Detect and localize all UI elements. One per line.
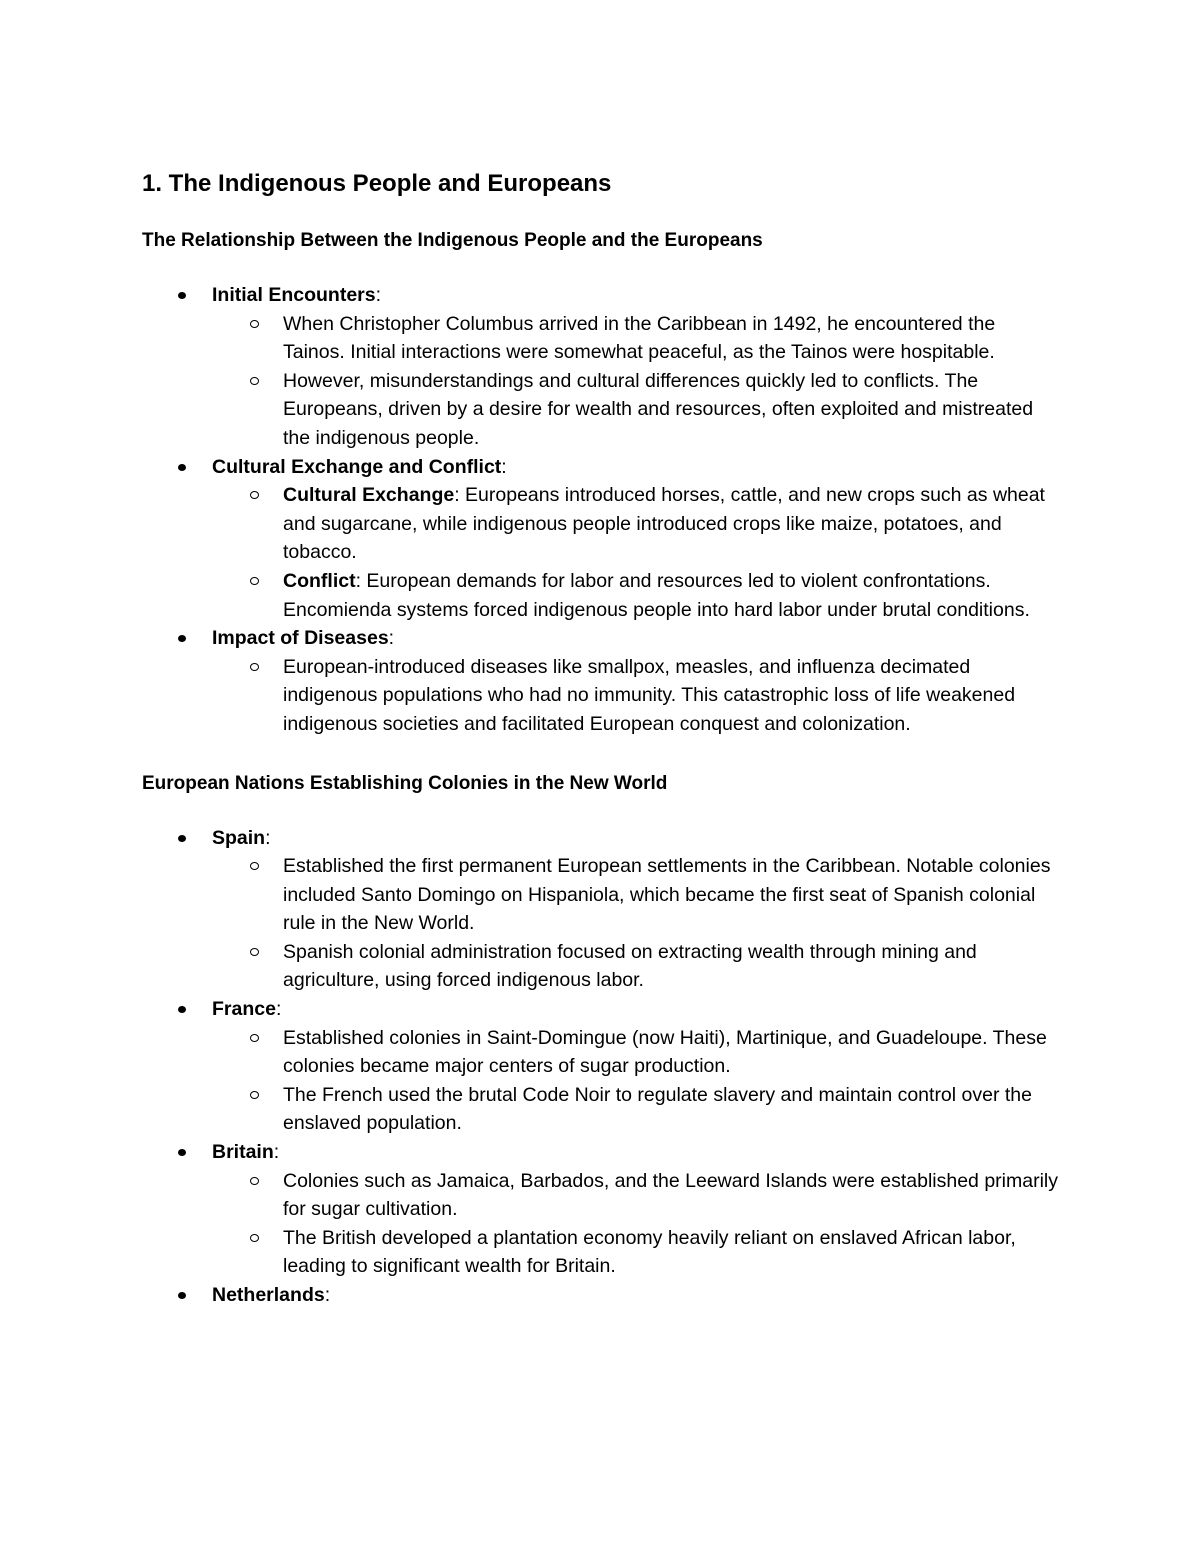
sub-item-text: However, misunderstandings and cultural differences quickly led to conflicts. The Europeans, driven by a desire for wealth and resources, often exploited and mistreated the indigenous people. — [283, 369, 1034, 449]
sub-list — [142, 481, 1060, 624]
sub-list-item — [283, 310, 1060, 367]
item-label: Initial Encounters — [212, 284, 376, 306]
item-label: Cultural Exchange and Conflict — [212, 455, 502, 478]
section-heading-colonies: European Nations Establishing Colonies in the New World — [142, 772, 668, 794]
sub-list — [142, 653, 1060, 739]
sub-item-text: Established the first permanent European settlements in the Caribbean. Notable colonies included Santo Domingo on Hispaniola, which became the first seat of Spanish colonial rule in the New World. — [283, 855, 1051, 935]
sub-list-item — [283, 1081, 1060, 1138]
list-item — [212, 281, 1060, 453]
sub-list — [142, 852, 1060, 995]
item-suffix: : — [273, 1141, 280, 1164]
sub-item-text: European-introduced diseases like smallpox, measles, and influenza decimated indigenous populations who had no immunity. This catastrophic loss of life weakened indigenous societies and facilitated European conquest and colonization. — [283, 655, 1016, 735]
circle-bullet-icon — [250, 862, 259, 870]
sub-item-text: Colonies such as Jamaica, Barbados, and the Leeward Islands were established primarily for sugar cultivation. — [283, 1169, 1058, 1221]
item-suffix: : — [265, 826, 271, 849]
circle-bullet-icon — [250, 1091, 259, 1099]
item-label: Spain — [212, 826, 266, 849]
list-item — [212, 995, 1060, 1138]
relationship-list — [142, 281, 1060, 739]
circle-bullet-icon — [250, 377, 259, 385]
sub-item-label: Cultural Exchange — [283, 484, 455, 507]
sub-list-item — [283, 481, 1060, 567]
circle-bullet-icon — [250, 1177, 259, 1185]
bullet-icon — [178, 1006, 186, 1013]
list-item — [212, 1281, 1060, 1310]
section-heading-relationship: The Relationship Between the Indigenous People and the Europeans — [142, 230, 763, 251]
circle-bullet-icon — [250, 1034, 259, 1042]
sub-item-text: : European demands for labor and resources led to violent confrontations. Encomienda systems forced indigenous people into hard labor under brutal conditions. — [283, 569, 1030, 621]
sub-list-item — [283, 567, 1060, 624]
sub-list — [142, 1167, 1060, 1281]
sub-list-item — [283, 367, 1060, 453]
list-item — [212, 824, 1060, 996]
bullet-icon — [178, 1149, 186, 1156]
bullet-icon — [178, 1292, 186, 1299]
circle-bullet-icon — [250, 1234, 259, 1242]
sub-list-item — [283, 1024, 1060, 1081]
bullet-icon — [178, 292, 186, 299]
bullet-icon — [178, 635, 186, 642]
circle-bullet-icon — [250, 577, 259, 585]
sub-item-text: The British developed a plantation economy heavily reliant on enslaved African labor, leading to significant wealth for Britain. — [283, 1226, 1016, 1278]
list-item — [212, 1138, 1060, 1281]
item-label: Netherlands — [212, 1284, 325, 1306]
item-label: Impact of Diseases — [212, 627, 389, 650]
sub-list-item — [283, 1224, 1060, 1281]
item-suffix: : — [275, 998, 282, 1021]
page-title: 1. The Indigenous People and Europeans — [142, 170, 612, 197]
list-item — [212, 453, 1060, 625]
sub-list-item — [283, 852, 1060, 938]
colonies-list — [142, 824, 1060, 1310]
sub-list-item — [283, 1167, 1060, 1224]
circle-bullet-icon — [250, 320, 259, 328]
sub-item-text: : Europeans introduced horses, cattle, and new crops such as wheat and sugarcane, while indigenous people introduced crops like maize, potatoes, and tobacco. — [283, 484, 1045, 564]
sub-item-text: When Christopher Columbus arrived in the Caribbean in 1492, he encountered the Tainos. Initial interactions were somewhat peaceful, as the Tainos were hospitable. — [283, 312, 996, 364]
sub-list — [142, 1024, 1060, 1138]
item-label: Britain — [212, 1141, 274, 1164]
item-suffix: : — [388, 627, 395, 650]
sub-item-text: Spanish colonial administration focused on extracting wealth through mining and agriculture, using forced indigenous labor. — [283, 940, 977, 992]
sub-item-text: The French used the brutal Code Noir to regulate slavery and maintain control over the enslaved population. — [283, 1083, 1032, 1135]
sub-item-text: Established colonies in Saint-Domingue (now Haiti), Martinique, and Guadeloupe. These colonies became major centers of sugar production. — [283, 1026, 1047, 1078]
sub-item-label: Conflict — [283, 569, 356, 592]
list-item — [212, 624, 1060, 738]
item-suffix: : — [324, 1284, 331, 1306]
circle-bullet-icon — [250, 491, 259, 499]
item-suffix: : — [501, 455, 507, 478]
circle-bullet-icon — [250, 663, 259, 671]
sub-list — [142, 310, 1060, 453]
bullet-icon — [178, 835, 186, 842]
circle-bullet-icon — [250, 948, 259, 956]
sub-list-item — [283, 653, 1060, 739]
bullet-icon — [178, 464, 186, 471]
sub-list-item — [283, 938, 1060, 995]
item-label: France — [212, 998, 276, 1021]
item-suffix: : — [375, 284, 382, 306]
